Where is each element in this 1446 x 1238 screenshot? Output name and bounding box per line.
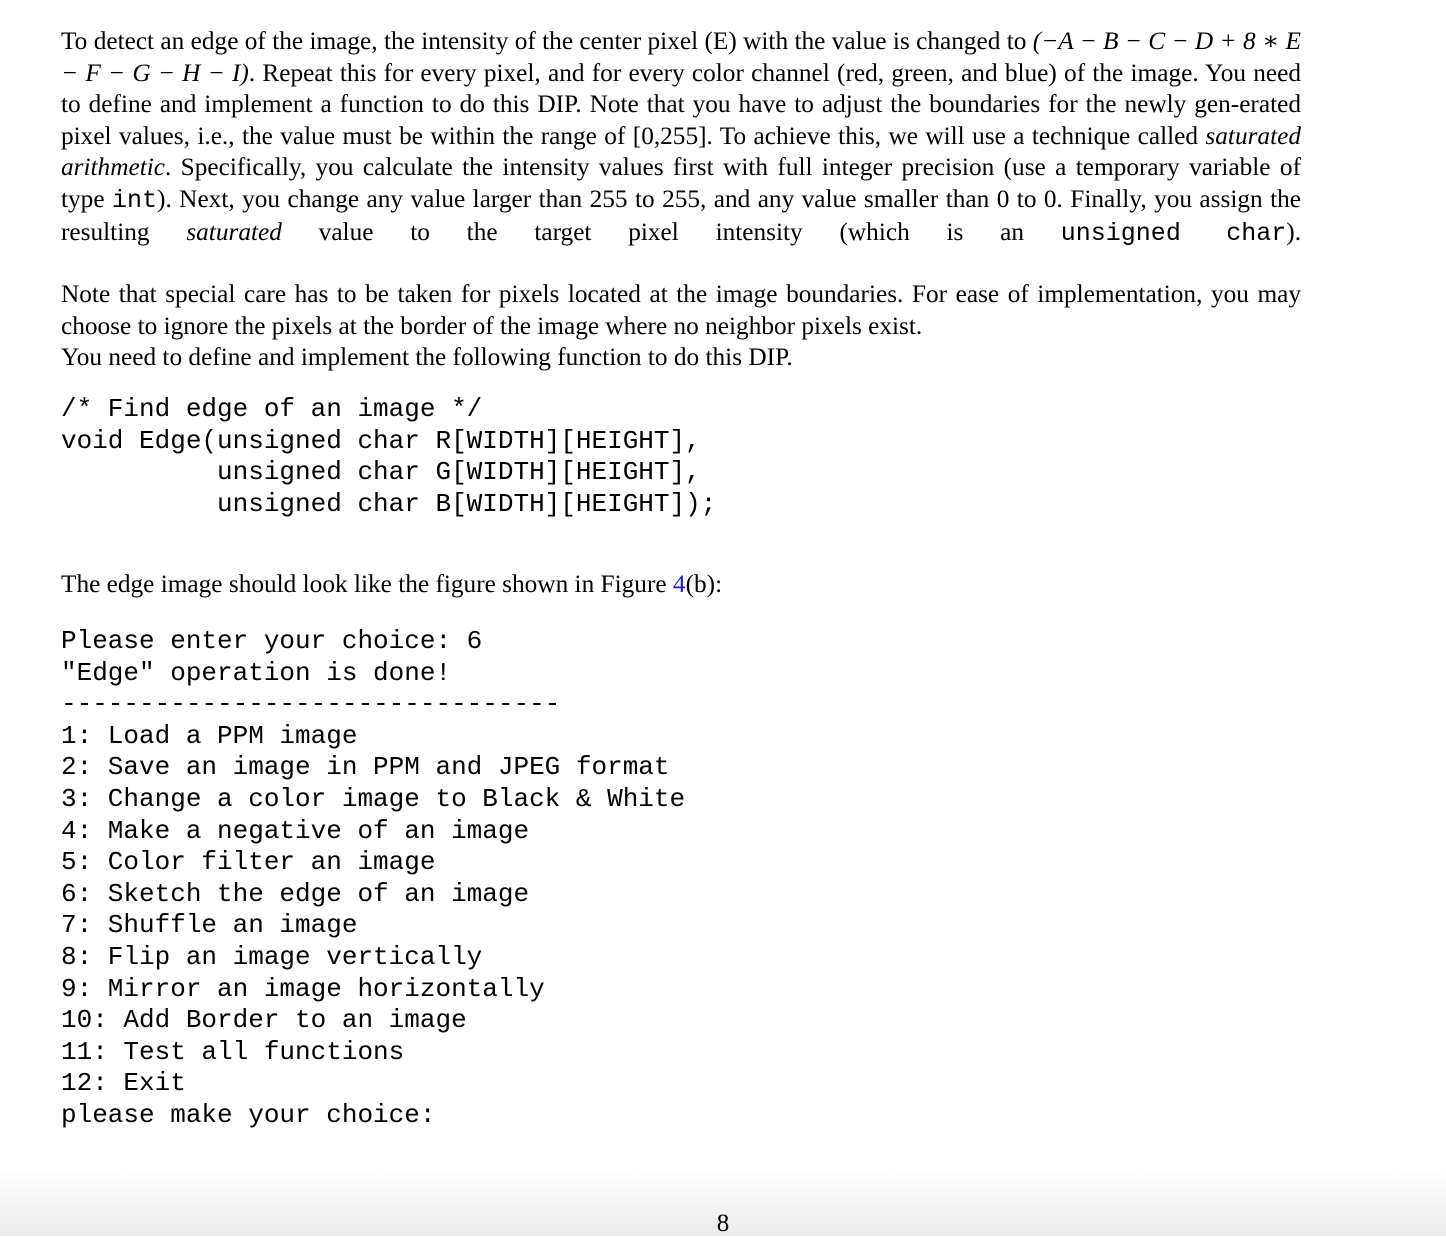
menu-option: 8: Flip an image vertically — [61, 941, 483, 972]
define-function-note: You need to define and implement the following function to do this DIP. — [61, 343, 793, 372]
terminal-prompt-line: Please enter your choice: 6 — [61, 626, 483, 656]
menu-option: 10: Add Border to an image — [61, 1005, 467, 1036]
function-prototype-code — [61, 394, 716, 520]
terminal-separator: -------------------------------- — [61, 689, 561, 720]
menu-option: 5: Color filter an image — [61, 847, 436, 878]
page-number: 8 — [716, 1210, 730, 1237]
figure-reference-sentence — [61, 569, 722, 601]
menu-option: 2: Save an image in PPM and JPEG format — [61, 752, 670, 783]
terminal-status-line: "Edge" operation is done! — [61, 657, 452, 688]
edge-formula: (−A − B − C − D + 8 ∗ E − F − G − H − I) — [61, 27, 1301, 87]
menu-option: 7: Shuffle an image — [61, 910, 358, 941]
menu-option: 3: Change a color image to Black & White — [61, 783, 686, 814]
figure-ref-text: The edge image should look like the figure shown in Figure — [61, 570, 667, 598]
boundary-note: Note that special care has to be taken for pixels located at the image boundaries. For ease of implementation, you may choose to ignore the pixels at the border of the image where no neighbor pixels exist. — [61, 280, 1301, 340]
figure-link[interactable]: 4 — [672, 570, 686, 598]
intro-text: To detect an edge of the image, the intensity of the center pixel (E) with the value is changed to — [61, 27, 1027, 55]
intro-text: ). Next, you change any value larger than 255 to 255, and any value smaller than 0 to 0. Finally, you assign the resulting — [61, 184, 1302, 246]
menu-option: 1: Load a PPM image — [61, 720, 358, 751]
saturated-arithmetic-term: saturated arithmetic — [61, 121, 1301, 182]
intro-text: . Repeat this for every pixel, and for every color channel (red, green, and blue) of the image. You need to define and implement a function to do this DIP. Note that you have to adjust the boundaries for the newly gen-erated pixel values, i.e., the value must be within the range of [0,255]. To achieve this, we will use a technique called — [61, 58, 1301, 150]
menu-option: 9: Mirror an image horizontally — [61, 973, 545, 1004]
code-line: void Edge(unsigned char R[WIDTH][HEIGHT], — [61, 425, 701, 456]
intro-text: ). — [1286, 217, 1302, 246]
terminal-choice-prompt: please make your choice: — [61, 1099, 436, 1130]
intro-text: value to the target pixel intensity (which is an — [318, 217, 1025, 246]
unsigned-char-type: unsigned char — [1060, 218, 1287, 248]
terminal-output — [61, 626, 685, 1132]
code-line: unsigned char B[WIDTH][HEIGHT]); — [61, 488, 717, 519]
intro-text: . Specifically, you calculate the intensity values first with full integer precision (use a temporary variable of type — [61, 153, 1301, 213]
code-line: /* Find edge of an image */ — [61, 394, 483, 424]
menu-option: 4: Make a negative of an image — [61, 815, 530, 846]
int-type: int — [112, 185, 158, 215]
menu-option: 12: Exit — [61, 1068, 186, 1099]
code-line: unsigned char G[WIDTH][HEIGHT], — [61, 457, 701, 488]
boundary-note-paragraph — [61, 279, 1301, 374]
saturated-term: saturated — [186, 217, 282, 246]
menu-option: 6: Sketch the edge of an image — [61, 878, 530, 909]
figure-ref-suffix: (b): — [685, 570, 723, 598]
menu-option: 11: Test all functions — [61, 1036, 405, 1067]
edge-description-paragraph — [61, 26, 1301, 249]
